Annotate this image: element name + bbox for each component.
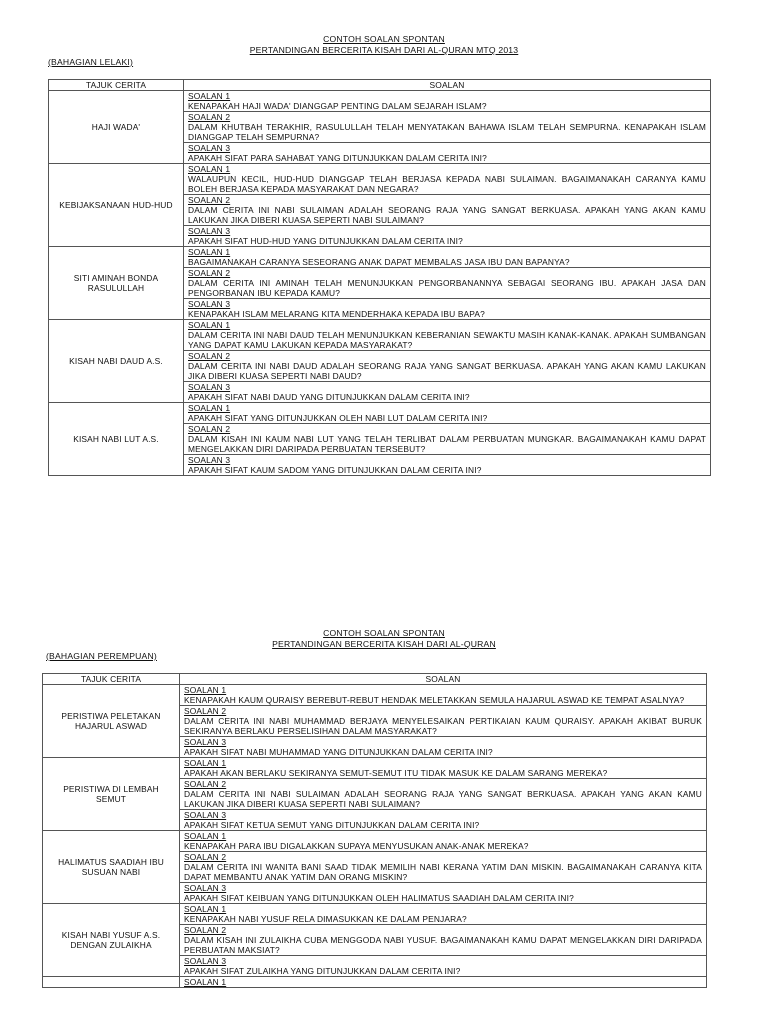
question-text: DALAM CERITA INI NABI SULAIMAN ADALAH SEORANG RAJA YANG SANGAT BERKUASA. APAKAH YANG AKAN KAMU LAKUKAN JIKA DIBERI KUASA SEPERTI NABI SULAIMAN? — [188, 205, 706, 225]
question-label: SOALAN 3 — [188, 382, 231, 392]
question-text: APAKAH SIFAT HUD-HUD YANG DITUNJUKKAN DALAM CERITA INI? — [188, 236, 463, 246]
question-label: SOALAN 3 — [184, 810, 227, 820]
question-label: SOALAN 3 — [184, 883, 227, 893]
question-text: BAGAIMANAKAH CARANYA SESEORANG ANAK DAPAT MEMBALAS JASA IBU DAN BAPANYA? — [188, 257, 570, 267]
question-text: APAKAH SIFAT NABI MUHAMMAD YANG DITUNJUKKAN DALAM CERITA INI? — [184, 747, 493, 757]
question-text: KENAPAKAH KAUM QURAISY BEREBUT-REBUT HENDAK MELETAKKAN SEMULA HAJARUL ASWAD KE TEMPAT ASALNYA? — [184, 695, 685, 705]
story-topic — [43, 977, 180, 988]
question-label: SOALAN 3 — [188, 143, 231, 153]
question-cell — [180, 925, 707, 956]
question-label: SOALAN 1 — [184, 904, 227, 914]
question-text: KENAPAKAH PARA IBU DIGALAKKAN SUPAYA MENYUSUKAN ANAK-ANAK MEREKA? — [184, 841, 529, 851]
header-soalan: SOALAN — [180, 674, 707, 685]
table-row — [43, 831, 707, 852]
table-row — [49, 247, 711, 268]
question-cell — [180, 706, 707, 737]
section1-subtitle: PERTANDINGAN BERCERITA KISAH DARI AL-QURAN MTQ 2013 — [249, 45, 519, 55]
question-label: SOALAN 2 — [188, 424, 231, 434]
question-label: SOALAN 3 — [184, 956, 227, 966]
question-label: SOALAN 3 — [188, 455, 231, 465]
section2-title: CONTOH SOALAN SPONTAN — [323, 628, 445, 638]
story-topic: PERISTIWA PELETAKAN HAJARUL ASWAD — [43, 685, 180, 758]
question-text: DALAM CERITA INI NABI DAUD ADALAH SEORANG RAJA YANG SANGAT BERKUASA. APAKAH YANG AKAN KAMU LAKUKAN JIKA DIBERI KUASA SEPERTI NABI DAUD? — [188, 361, 706, 381]
question-text: DALAM CERITA INI AMINAH TELAH MENUNJUKKAN PENGORBANANNYA SEBAGAI SEORANG IBU. APAKAH JASA DAN PENGORBANAN IBU KEPADA KAMU? — [188, 278, 706, 298]
story-topic: KEBIJAKSANAAN HUD-HUD — [49, 164, 184, 247]
question-cell — [184, 143, 711, 164]
question-cell — [184, 164, 711, 195]
questions-table-perempuan — [42, 673, 707, 988]
question-text: APAKAH SIFAT ZULAIKHA YANG DITUNJUKKAN DALAM CERITA INI? — [184, 966, 461, 976]
question-label: SOALAN 1 — [188, 247, 231, 257]
question-cell — [184, 112, 711, 143]
question-cell — [180, 779, 707, 810]
question-text: APAKAH SIFAT KEIBUAN YANG DITUNJUKKAN OLEH HALIMATUS SAADIAH DALAM CERITA INI? — [184, 893, 574, 903]
section1-title: CONTOH SOALAN SPONTAN — [323, 34, 445, 44]
question-cell — [184, 351, 711, 382]
question-text: DALAM CERITA INI NABI MUHAMMAD BERJAYA MENYELESAIKAN PERTIKAIAN KAUM QURAISY. APAKAH AKIBAT BURUK SEKIRANYA BERLAKU PERSELISIHAN DALAM MASYARAKAT? — [184, 716, 702, 736]
question-label: SOALAN 2 — [188, 351, 231, 361]
table-row — [49, 91, 711, 112]
question-label: SOALAN 1 — [184, 758, 227, 768]
question-cell — [184, 268, 711, 299]
story-topic: HAJI WADA' — [49, 91, 184, 164]
header-soalan: SOALAN — [184, 80, 711, 91]
story-topic: KISAH NABI LUT A.S. — [49, 403, 184, 476]
question-label: SOALAN 1 — [184, 831, 227, 841]
question-text: DALAM KISAH INI ZULAIKHA CUBA MENGGODA NABI YUSUF. BAGAIMANAKAH KAMU DAPAT MENGELAKKAN DIRI DARIPADA PERBUATAN MAKSIAT? — [184, 935, 702, 955]
question-text: APAKAH SIFAT KAUM SADOM YANG DITUNJUKKAN DALAM CERITA INI? — [188, 465, 482, 475]
question-label: SOALAN 3 — [188, 299, 231, 309]
question-text: KENAPAKAH HAJI WADA' DIANGGAP PENTING DALAM SEJARAH ISLAM? — [188, 101, 487, 111]
question-text: WALAUPUN KECIL, HUD-HUD DIANGGAP TELAH BERJASA KEPADA NABI SULAIMAN. BAGAIMANAKAH CARANYA KAMU BOLEH BERJASA KEPADA MASYARAKAT DAN NEGARA? — [188, 174, 706, 194]
story-topic: SITI AMINAH BONDA RASULULLAH — [49, 247, 184, 320]
story-topic: HALIMATUS SAADIAH IBU SUSUAN NABI — [43, 831, 180, 904]
question-label: SOALAN 1 — [188, 91, 231, 101]
question-cell — [184, 455, 711, 476]
question-cell — [180, 685, 707, 706]
question-label: SOALAN 1 — [184, 977, 227, 987]
question-cell — [180, 758, 707, 779]
table-row — [49, 164, 711, 195]
story-topic: KISAH NABI YUSUF A.S. DENGAN ZULAIKHA — [43, 904, 180, 977]
story-topic: KISAH NABI DAUD A.S. — [49, 320, 184, 403]
question-label: SOALAN 1 — [188, 320, 231, 330]
table-row — [43, 758, 707, 779]
question-label: SOALAN 2 — [188, 112, 231, 122]
question-cell — [184, 403, 711, 424]
question-label: SOALAN 1 — [188, 403, 231, 413]
question-cell — [184, 320, 711, 351]
question-cell — [180, 831, 707, 852]
question-cell — [180, 977, 707, 988]
question-cell — [180, 883, 707, 904]
question-text: DALAM CERITA INI NABI DAUD TELAH MENUNJUKKAN KEBERANIAN SEWAKTU MASIH KANAK-KANAK. APAKAH SUMBANGAN YANG DAPAT KAMU LAKUKAN KEPADA MASYARAKAT? — [188, 330, 706, 350]
question-text: APAKAH SIFAT YANG DITUNJUKKAN OLEH NABI LUT DALAM CERITA INI? — [188, 413, 488, 423]
question-text: APAKAH SIFAT KETUA SEMUT YANG DITUNJUKKAN DALAM CERITA INI? — [184, 820, 480, 830]
table-row — [43, 685, 707, 706]
question-text: APAKAH AKAN BERLAKU SEKIRANYA SEMUT-SEMUT ITU TIDAK MASUK KE DALAM SARANG MEREKA? — [184, 768, 608, 778]
question-cell — [184, 424, 711, 455]
question-text: APAKAH SIFAT NABI DAUD YANG DITUNJUKKAN DALAM CERITA INI? — [188, 392, 470, 402]
table-row — [43, 904, 707, 925]
question-label: SOALAN 2 — [188, 268, 231, 278]
question-text: APAKAH SIFAT PARA SAHABAT YANG DITUNJUKKAN DALAM CERITA INI? — [188, 153, 487, 163]
table-row — [43, 977, 707, 988]
question-text: DALAM CERITA INI NABI SULAIMAN ADALAH SEORANG RAJA YANG SANGAT BERKUASA. APAKAH YANG AKAN KAMU LAKUKAN JIKA DIBERI KUASA SEPERTI NABI SULAIMAN? — [184, 789, 702, 809]
header-tajuk-cerita: TAJUK CERITA — [49, 80, 184, 91]
header-tajuk-cerita: TAJUK CERITA — [43, 674, 180, 685]
question-cell — [180, 737, 707, 758]
question-label: SOALAN 2 — [184, 852, 227, 862]
question-label: SOALAN 2 — [184, 706, 227, 716]
story-topic: PERISTIWA DI LEMBAH SEMUT — [43, 758, 180, 831]
question-cell — [180, 810, 707, 831]
question-cell — [180, 956, 707, 977]
question-text: DALAM CERITA INI WANITA BANI SAAD TIDAK MEMILIH NABI KERANA YATIM DAN MISKIN. BAGAIMANAKAH CARANYA KITA DAPAT MEMBANTU ANAK YATIM DAN ORANG MISKIN? — [184, 862, 702, 882]
question-text: DALAM KHUTBAH TERAKHIR, RASULULLAH TELAH MENYATAKAN BAHAWA ISLAM TELAH SEMPURNA. KENAPAKAH ISLAM DIANGGAP TELAH SEMPURNA? — [188, 122, 706, 142]
question-text: KENAPAKAH NABI YUSUF RELA DIMASUKKAN KE DALAM PENJARA? — [184, 914, 467, 924]
question-label: SOALAN 3 — [184, 737, 227, 747]
section2-subtitle: PERTANDINGAN BERCERITA KISAH DARI AL-QURAN — [272, 639, 496, 649]
question-cell — [184, 382, 711, 403]
table-row — [49, 403, 711, 424]
question-label: SOALAN 2 — [184, 779, 227, 789]
question-cell — [184, 195, 711, 226]
question-text: KENAPAKAH ISLAM MELARANG KITA MENDERHAKA KEPADA IBU BAPA? — [188, 309, 485, 319]
question-label: SOALAN 1 — [184, 685, 227, 695]
question-cell — [184, 247, 711, 268]
question-cell — [184, 299, 711, 320]
question-label: SOALAN 1 — [188, 164, 231, 174]
question-cell — [184, 91, 711, 112]
question-label: SOALAN 3 — [188, 226, 231, 236]
section1-part: (BAHAGIAN LELAKI) — [48, 57, 134, 67]
questions-table-lelaki — [48, 79, 711, 476]
section2-part: (BAHAGIAN PEREMPUAN) — [46, 651, 157, 661]
question-cell — [184, 226, 711, 247]
question-label: SOALAN 2 — [184, 925, 227, 935]
question-cell — [180, 852, 707, 883]
question-text: DALAM KISAH INI KAUM NABI LUT YANG TELAH TERLIBAT DALAM PERBUATAN MUNGKAR. BAGAIMANAKAH KAMU DAPAT MENGELAKKAN DIRI DARIPADA PERBUATAN TERSEBUT? — [188, 434, 706, 454]
question-label: SOALAN 2 — [188, 195, 231, 205]
question-cell — [180, 904, 707, 925]
table-row — [49, 320, 711, 351]
